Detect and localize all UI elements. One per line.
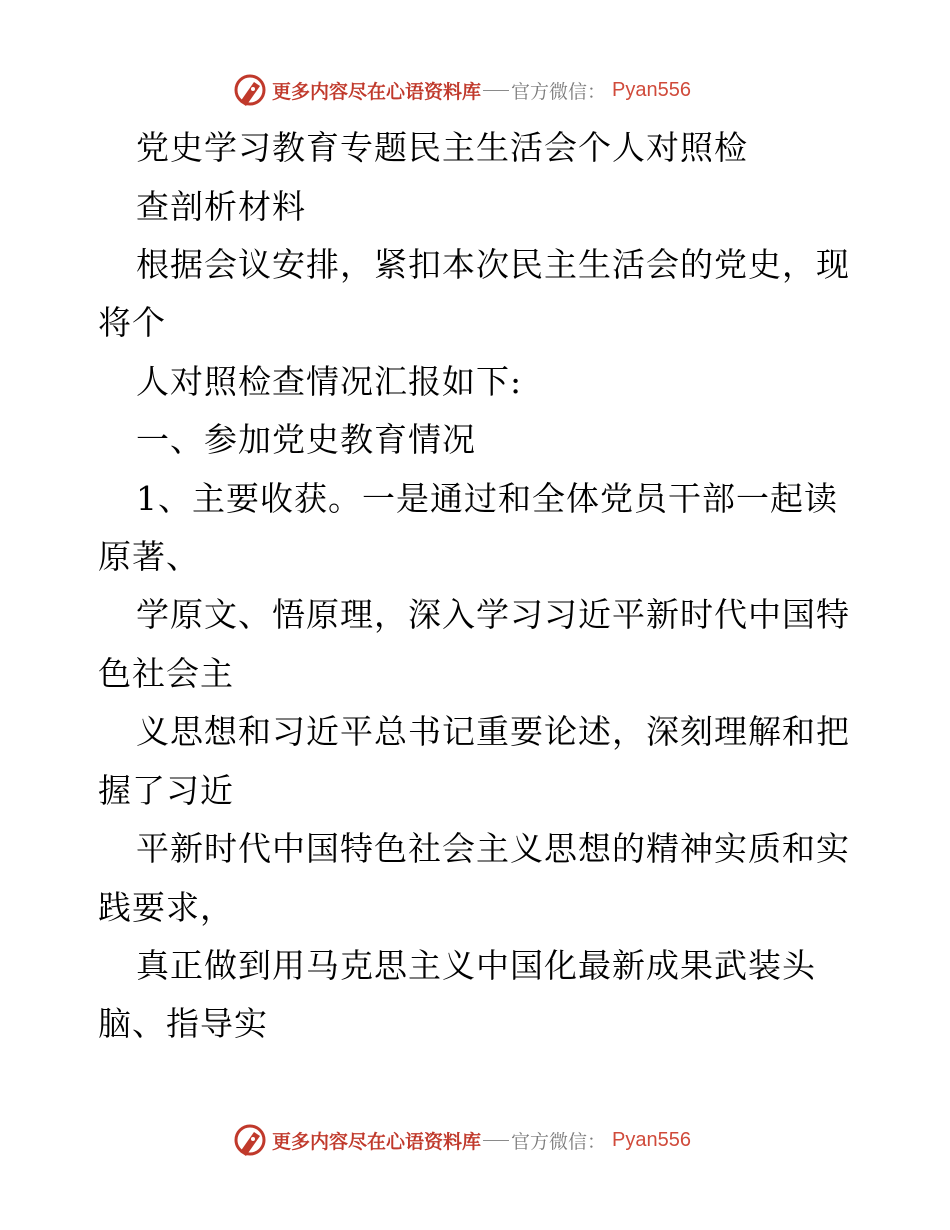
brand-text: 更多内容尽在心语资料库 [272, 80, 482, 103]
pen-nib-circle-icon [232, 1122, 268, 1158]
paragraph-line: 握了习近 [98, 771, 234, 810]
pen-nib-circle-icon [232, 72, 268, 108]
wechat-id: Pyan556 [612, 78, 692, 101]
paragraph-line: 脑、指导实 [98, 1004, 268, 1043]
document-title-line-2: 查剖析材料 [136, 187, 306, 226]
paragraph-line: 将个 [98, 303, 166, 342]
paragraph-line: 色社会主 [98, 654, 234, 693]
banner-dash [483, 1140, 509, 1141]
header-banner [232, 72, 691, 108]
paragraph-line: 践要求， [98, 888, 234, 927]
official-label: 官方微信 [511, 1130, 588, 1153]
paragraph-line: 人对照检查情况汇报如下: [136, 362, 523, 401]
paragraph-line: 平新时代中国特色社会主义思想的精神实质和实 [136, 829, 850, 868]
banner-dash [483, 90, 509, 91]
banner-colon: ： [587, 1130, 607, 1153]
official-label: 官方微信 [511, 80, 588, 103]
brand-text: 更多内容尽在心语资料库 [272, 1130, 482, 1153]
paragraph-line: 真正做到用马克思主义中国化最新成果武装头 [136, 946, 816, 985]
paragraph-line: 1、主要收获。一是通过和全体党员干部一起读 [136, 479, 838, 518]
document-title-line-1: 党史学习教育专题民主生活会个人对照检 [136, 128, 748, 167]
banner-colon: ： [587, 80, 607, 103]
wechat-id: Pyan556 [612, 1128, 692, 1151]
paragraph-line: 义思想和习近平总书记重要论述，深刻理解和把 [136, 712, 850, 751]
section-heading: 一、参加党史教育情况 [136, 420, 476, 459]
paragraph-line: 学原文、悟原理，深入学习习近平新时代中国特 [136, 595, 850, 634]
footer-banner [232, 1122, 691, 1158]
paragraph-line: 原著、 [98, 537, 200, 576]
paragraph-line: 根据会议安排，紧扣本次民主生活会的党史，现 [136, 245, 850, 284]
